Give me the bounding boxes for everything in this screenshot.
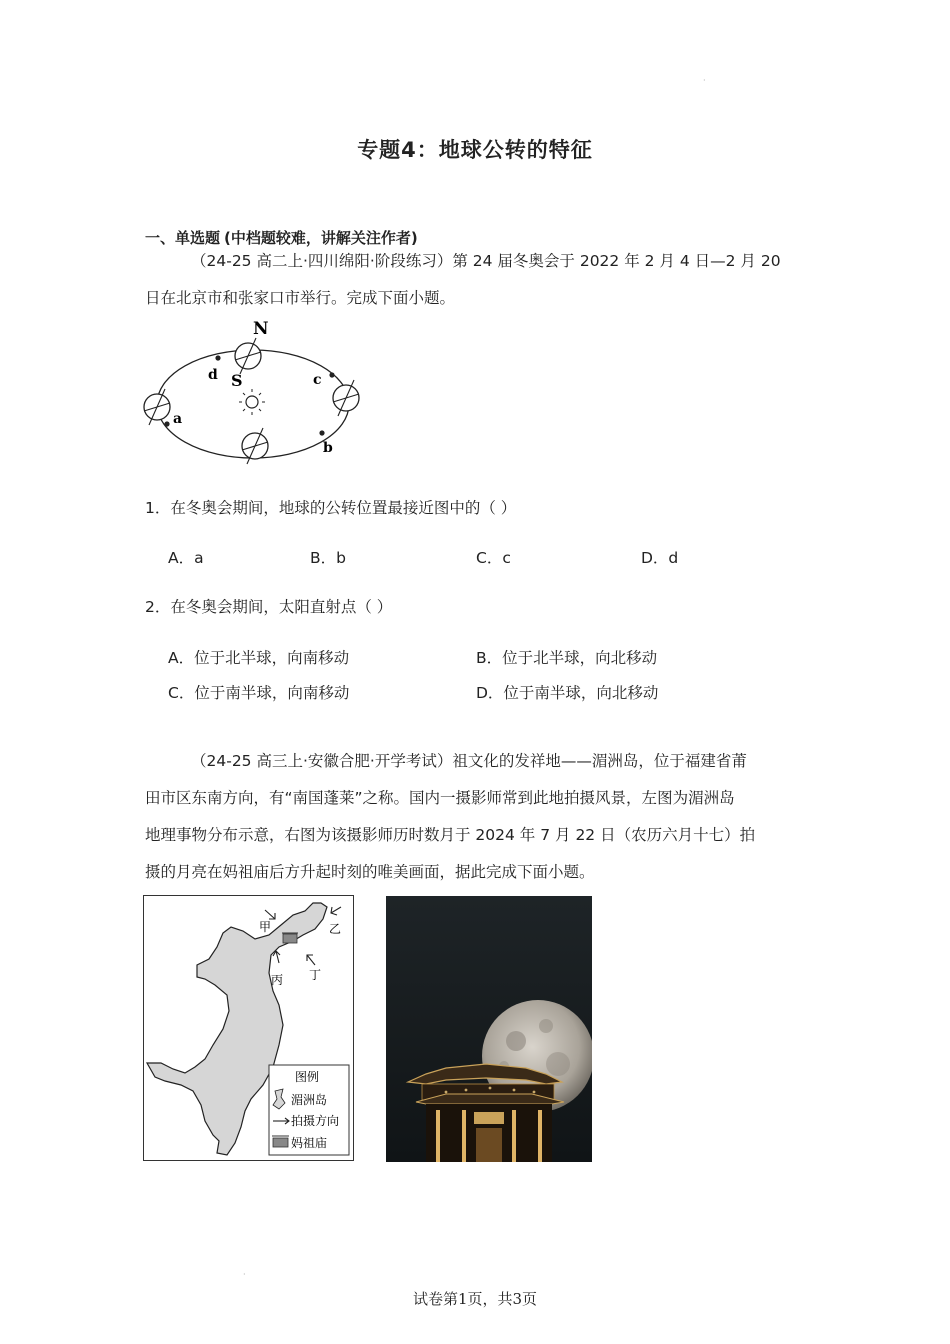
globe-right bbox=[333, 380, 359, 416]
question-1-option-b: B．b bbox=[310, 549, 346, 567]
passage-2-line-1: （24-25 高三上·安徽合肥·开学考试）祖文化的发祥地——湄洲岛，位于福建省莆 bbox=[191, 752, 747, 770]
question-1-option-c: C．c bbox=[476, 549, 511, 567]
passage-2-line-2: 田市区东南方向，有“南国蓬莱”之称。国内一摄影师常到此地拍摄风景，左图为湄洲岛 bbox=[145, 789, 735, 807]
globe-left bbox=[144, 389, 170, 425]
label-a: a bbox=[173, 411, 183, 427]
page-footer: 试卷第1页，共3页 bbox=[412, 1290, 538, 1308]
moon-temple-photo bbox=[386, 896, 592, 1162]
meizhou-island-map bbox=[143, 895, 355, 1162]
orbit-diagram bbox=[140, 316, 370, 471]
corner-mark: · bbox=[703, 76, 706, 85]
label-yi: 乙 bbox=[329, 922, 342, 936]
globe-bottom bbox=[242, 428, 268, 464]
section-label: 一、单选题 bbox=[145, 229, 221, 247]
legend-direction: 拍摄方向 bbox=[291, 1114, 340, 1128]
legend-island: 湄洲岛 bbox=[291, 1093, 328, 1107]
passage-2-line-3: 地理事物分布示意，右图为该摄影师历时数月于 2024 年 7 月 22 日（农历六月十七）拍 bbox=[145, 826, 756, 844]
passage-2 bbox=[145, 743, 810, 891]
passage-1-line-1: （24-25 高二上·四川绵阳·阶段练习）第 24 届冬奥会于 2022 年 2 月 4 日—2 月 20 bbox=[191, 252, 781, 270]
passage-1 bbox=[145, 243, 810, 317]
passage-2-line-4: 摄的月亮在妈祖庙后方升起时刻的唯美画面，据此完成下面小题。 bbox=[145, 863, 595, 881]
map-legend bbox=[269, 1065, 349, 1155]
point-d bbox=[215, 355, 220, 360]
temple-icon bbox=[283, 934, 297, 943]
question-2-option-c: C．位于南半球，向南移动 bbox=[168, 684, 350, 702]
label-d: d bbox=[208, 367, 218, 383]
page-title: 专题4：地球公转的特征 bbox=[357, 138, 593, 162]
label-s: S bbox=[231, 371, 243, 390]
legend-temple-icon bbox=[273, 1138, 288, 1147]
question-1-option-d: D．d bbox=[641, 549, 679, 567]
point-c bbox=[329, 372, 334, 377]
legend-title: 图例 bbox=[295, 1070, 320, 1084]
label-b: b bbox=[323, 440, 333, 456]
question-2-stem: 2．在冬奥会期间，太阳直射点（ ） bbox=[145, 598, 393, 616]
question-2-option-d: D．位于南半球，向北移动 bbox=[476, 684, 659, 702]
legend-temple: 妈祖庙 bbox=[291, 1136, 328, 1150]
point-b bbox=[319, 430, 324, 435]
globe-top bbox=[235, 338, 261, 374]
label-ding: 丁 bbox=[309, 968, 322, 982]
question-2-option-b: B．位于北半球，向北移动 bbox=[476, 649, 658, 667]
question-1-option-a: A．a bbox=[168, 549, 204, 567]
question-1-stem: 1．在冬奥会期间，地球的公转位置最接近图中的（ ） bbox=[145, 499, 517, 517]
question-2-option-a: A．位于北半球，向南移动 bbox=[168, 649, 350, 667]
label-n: N bbox=[253, 319, 269, 339]
label-jia: 甲 bbox=[259, 920, 272, 934]
passage-1-line-2: 日在北京市和张家口市举行。完成下面小题。 bbox=[145, 289, 456, 307]
label-c: c bbox=[313, 372, 322, 388]
label-bing: 丙 bbox=[271, 973, 284, 987]
point-a bbox=[164, 421, 169, 426]
sun-icon bbox=[239, 389, 265, 415]
bottom-mark: · bbox=[243, 1270, 246, 1279]
section-note: (中档题较难，讲解关注作者) bbox=[224, 229, 418, 247]
